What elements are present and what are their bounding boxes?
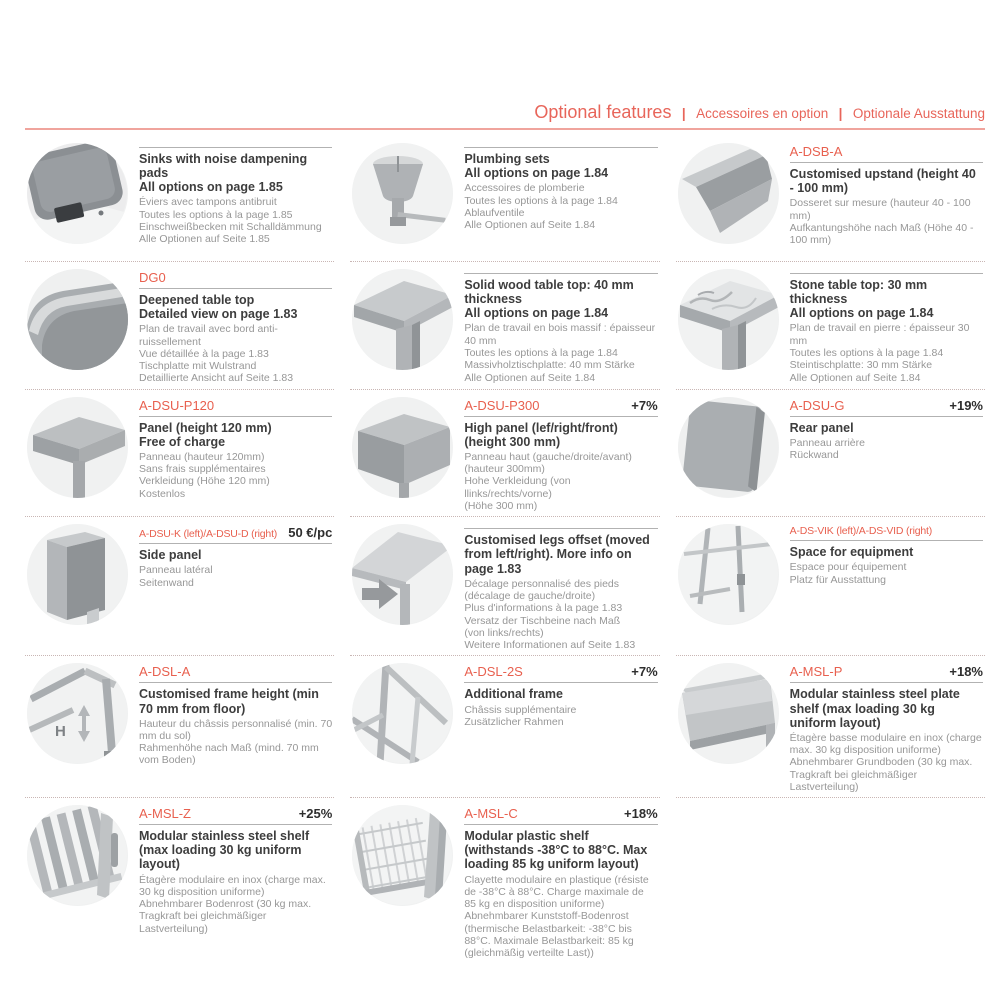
description-line: Tischplatte mit Wulstrand bbox=[139, 360, 257, 373]
plate-shelf-image bbox=[678, 663, 779, 764]
description-line: Clayette modulaire en plastique (résiste de -38°C à 88°C. Charge maximale de 85 kg en disposition uniforme) bbox=[464, 873, 649, 911]
code-row bbox=[790, 398, 983, 413]
item-title: Space for equipment bbox=[789, 545, 914, 560]
product-code: A-DSU-P120 bbox=[139, 397, 215, 413]
item-description bbox=[790, 561, 983, 586]
description-line: Toutes les options à la page 1.85 bbox=[139, 208, 293, 221]
feature-text bbox=[464, 143, 657, 231]
feature-item bbox=[25, 262, 334, 390]
divider-line bbox=[139, 147, 332, 148]
description-line: Einschweißbecken mit Schalldämmung bbox=[139, 220, 322, 233]
stone-top-image bbox=[678, 269, 779, 370]
header-title-en: Optional features bbox=[534, 102, 672, 122]
feature-item bbox=[350, 262, 659, 390]
feature-item bbox=[676, 390, 985, 518]
product-code: DG0 bbox=[139, 270, 166, 285]
price-badge: +18% bbox=[624, 806, 658, 822]
feature-text bbox=[790, 143, 983, 246]
price-badge: +7% bbox=[631, 397, 658, 413]
product-code: A-DSU-K (left)/A-DSU-D (right) bbox=[139, 528, 278, 541]
feature-text bbox=[790, 663, 983, 793]
description-line: Plan de travail avec bord anti-ruissellement bbox=[139, 323, 278, 348]
description-line: Toutes les options à la page 1.84 bbox=[464, 194, 618, 207]
price-badge: 50 €/pc bbox=[288, 525, 333, 541]
description-line: Versatz der Tischbeine nach Maß bbox=[464, 614, 621, 627]
item-description bbox=[790, 732, 983, 793]
item-description bbox=[464, 322, 657, 383]
item-title: Modular stainless steel plate shelf (max loading 30 kg uniform layout) bbox=[789, 687, 960, 730]
feature-item bbox=[350, 656, 659, 798]
item-description bbox=[139, 451, 332, 500]
description-line: Rückwand bbox=[789, 449, 839, 462]
description-line: (von links/rechts) bbox=[464, 626, 544, 639]
item-title: Customised upstand (height 40 - 100 mm) bbox=[789, 167, 976, 196]
code-row bbox=[464, 806, 657, 821]
description-line: Alle Optionen auf Seite 1.85 bbox=[139, 233, 270, 246]
item-description bbox=[139, 718, 332, 767]
product-code: A-MSL-Z bbox=[139, 806, 191, 822]
item-description bbox=[464, 578, 657, 652]
feature-item bbox=[25, 798, 334, 963]
description-line: Platz für Ausstattung bbox=[789, 573, 886, 586]
code-row bbox=[139, 806, 332, 821]
description-line: Étagère modulaire en inox (charge max. 30 kg disposition uniforme) bbox=[139, 873, 326, 898]
item-title: Customised legs offset (moved from left/right). More info on page 1.83 bbox=[464, 533, 650, 576]
feature-text bbox=[790, 524, 983, 586]
product-code: A-DSU-P300 bbox=[464, 397, 540, 413]
feature-item bbox=[350, 798, 659, 963]
feature-text bbox=[464, 663, 657, 728]
divider-line bbox=[790, 273, 983, 274]
legs-offset-image bbox=[352, 524, 453, 625]
description-line: (décalage de gauche/droite) bbox=[464, 589, 596, 602]
divider-line bbox=[464, 824, 657, 825]
feature-item bbox=[676, 656, 985, 798]
description-line: Alle Optionen auf Seite 1.84 bbox=[464, 219, 596, 232]
code-row bbox=[139, 270, 332, 285]
price-badge: +19% bbox=[949, 397, 983, 413]
description-line: Hauteur du châssis personnalisé (min. 70 mm du sol) bbox=[139, 717, 333, 742]
divider-line bbox=[790, 416, 983, 417]
item-title: Modular plastic shelf (withstands -38°C to 88°C. Max loading 85 kg uniform layout) bbox=[464, 829, 648, 872]
description-line: Panneau (hauteur 120mm) bbox=[139, 450, 265, 463]
code-row bbox=[790, 525, 983, 537]
feature-item bbox=[25, 517, 334, 656]
plumbing-image bbox=[352, 143, 453, 244]
feature-text bbox=[464, 269, 657, 384]
item-description bbox=[464, 451, 657, 512]
header-title-fr: Accessoires en option bbox=[696, 106, 829, 121]
feature-item bbox=[350, 517, 659, 656]
feature-text bbox=[139, 805, 332, 935]
feature-text bbox=[139, 143, 332, 246]
product-code: A-DS-VIK (left)/A-DS-VID (right) bbox=[789, 525, 933, 538]
description-line: (hauteur 300mm) bbox=[464, 463, 545, 476]
wood-top-image bbox=[352, 269, 453, 370]
feature-text bbox=[139, 524, 332, 589]
product-code: A-DSL-2S bbox=[464, 664, 523, 680]
item-title: Modular stainless steel shelf (max loading 30 kg uniform layout) bbox=[139, 829, 310, 872]
price-badge: +18% bbox=[949, 664, 983, 680]
item-description bbox=[790, 322, 983, 383]
feature-text bbox=[139, 663, 332, 766]
sink-image bbox=[27, 143, 128, 244]
item-title: Sinks with noise dampening pads bbox=[139, 152, 308, 181]
product-code: A-MSL-C bbox=[464, 806, 518, 822]
item-subtitle: All options on page 1.85 bbox=[139, 180, 283, 195]
description-line: Weitere Informationen auf Seite 1.83 bbox=[464, 639, 636, 652]
description-line: Sans frais supplémentaires bbox=[139, 463, 266, 476]
code-row bbox=[790, 144, 983, 159]
item-description bbox=[139, 564, 332, 589]
description-line: Plan de travail en bois massif : épaisseur 40 mm bbox=[464, 322, 656, 347]
description-line: Aufkantungshöhe nach Maß (Höhe 40 - 100 mm) bbox=[789, 221, 974, 247]
description-line: Steintischplatte: 30 mm Stärke bbox=[789, 359, 933, 372]
description-line: Toutes les options à la page 1.84 bbox=[789, 346, 944, 359]
item-title: Stone table top: 30 mm thickness bbox=[789, 278, 928, 307]
description-line: Massivholztischplatte: 40 mm Stärke bbox=[464, 359, 635, 372]
divider-line bbox=[139, 824, 332, 825]
code-row bbox=[464, 398, 657, 413]
plastic-shelf-image bbox=[352, 805, 453, 906]
item-subtitle: All options on page 1.84 bbox=[789, 306, 934, 321]
divider-line bbox=[464, 147, 657, 148]
item-title: High panel (lef/right/front) (height 300 mm) bbox=[464, 420, 618, 449]
feature-item bbox=[676, 262, 985, 390]
item-description bbox=[790, 437, 983, 462]
description-line: Accessoires de plomberie bbox=[464, 182, 585, 195]
header-title-de: Optionale Ausstattung bbox=[852, 106, 985, 121]
price-badge: +7% bbox=[631, 664, 658, 680]
high-panel-image bbox=[352, 397, 453, 498]
description-line: Detaillierte Ansicht auf Seite 1.83 bbox=[139, 372, 294, 385]
description-line: Éviers avec tampons antibruit bbox=[139, 196, 277, 209]
code-row bbox=[790, 664, 983, 679]
item-subtitle: Free of charge bbox=[139, 434, 226, 449]
description-line: Alle Optionen auf Seite 1.84 bbox=[464, 371, 596, 384]
feature-text bbox=[464, 524, 657, 651]
divider-line bbox=[790, 162, 983, 163]
description-line: Plan de travail en pierre : épaisseur 30 mm bbox=[789, 322, 970, 347]
description-line: Dosseret sur mesure (hauteur 40 - 100 mm) bbox=[789, 197, 971, 222]
item-description bbox=[464, 704, 657, 729]
divider-line bbox=[464, 273, 657, 274]
slat-shelf-image bbox=[27, 805, 128, 906]
description-line: Panneau haut (gauche/droite/avant) bbox=[464, 450, 632, 463]
additional-frame-image bbox=[352, 663, 453, 764]
rear-panel-image bbox=[678, 397, 779, 498]
code-row bbox=[139, 398, 332, 413]
price-badge: +25% bbox=[298, 806, 333, 822]
page-header bbox=[25, 102, 985, 123]
description-line: Alle Optionen auf Seite 1.84 bbox=[789, 371, 921, 384]
item-subtitle: All options on page 1.84 bbox=[464, 306, 609, 321]
item-title: Rear panel bbox=[789, 420, 854, 435]
feature-text bbox=[790, 397, 983, 462]
product-code: A-MSL-P bbox=[789, 664, 843, 680]
description-line: Châssis supplémentaire bbox=[464, 703, 577, 716]
divider-line bbox=[139, 543, 332, 544]
product-code: A-DSB-A bbox=[789, 144, 843, 159]
item-description bbox=[790, 197, 983, 246]
frame-height-image bbox=[27, 663, 128, 764]
item-title: Customised frame height (min 70 mm from floor) bbox=[139, 687, 319, 716]
description-line: Panneau arrière bbox=[789, 436, 865, 449]
item-description bbox=[139, 196, 332, 245]
deepened-top-image bbox=[27, 269, 128, 370]
item-description bbox=[464, 874, 657, 960]
code-row bbox=[464, 664, 657, 679]
description-line: Zusätzlicher Rahmen bbox=[464, 715, 564, 728]
feature-item bbox=[676, 517, 985, 656]
description-line: Ablaufventile bbox=[464, 206, 525, 219]
header-separator: | bbox=[681, 106, 686, 121]
description-line: (Höhe 300 mm) bbox=[464, 500, 538, 513]
description-line: Panneau latéral bbox=[139, 564, 213, 577]
code-row bbox=[139, 525, 332, 540]
description-line: Hohe Verkleidung (von llinks/rechts/vorne) bbox=[464, 475, 571, 500]
item-title: Plumbing sets bbox=[464, 152, 550, 166]
divider-line bbox=[464, 682, 657, 683]
description-line: Kostenlos bbox=[139, 487, 186, 500]
features-grid bbox=[25, 136, 985, 964]
code-row bbox=[139, 664, 332, 679]
feature-item bbox=[350, 390, 659, 518]
divider-line bbox=[790, 540, 983, 541]
description-line: Verkleidung (Höhe 120 mm) bbox=[139, 475, 270, 488]
equipment-space-image bbox=[678, 524, 779, 625]
description-line: Toutes les options à la page 1.84 bbox=[464, 346, 618, 359]
side-panel-image bbox=[27, 524, 128, 625]
svg-text:H: H bbox=[55, 723, 66, 741]
item-description bbox=[464, 182, 657, 231]
description-line: Rahmenhöhe nach Maß (mind. 70 mm vom Boden) bbox=[139, 742, 319, 767]
item-title: Panel (height 120 mm) bbox=[139, 420, 272, 435]
feature-text bbox=[139, 269, 332, 385]
description-line: Seitenwand bbox=[139, 576, 194, 589]
description-line: Étagère basse modulaire en inox (charge max. 30 kg disposition uniforme) bbox=[789, 731, 982, 757]
description-line: Plus d'informations à la page 1.83 bbox=[464, 602, 623, 615]
item-description bbox=[139, 323, 332, 384]
feature-text bbox=[464, 397, 657, 513]
divider-line bbox=[464, 528, 657, 529]
divider-line bbox=[790, 682, 983, 683]
item-subtitle: All options on page 1.84 bbox=[464, 166, 609, 181]
feature-item bbox=[350, 136, 659, 262]
header-separator: | bbox=[838, 106, 843, 121]
item-title: Additional frame bbox=[464, 687, 563, 702]
item-title: Solid wood table top: 40 mm thickness bbox=[464, 278, 634, 307]
panel-image bbox=[27, 397, 128, 498]
divider-line bbox=[139, 682, 332, 683]
description-line: Abnehmbarer Grundboden (30 kg max. Tragkraft bei gleichmäßiger Lastverteilung) bbox=[789, 756, 973, 793]
description-line: Abnehmbarer Bodenrost (30 kg max. Tragkraft bei gleichmäßiger Lastverteilung) bbox=[139, 898, 312, 935]
feature-text bbox=[139, 397, 332, 500]
item-title: Side panel bbox=[139, 548, 202, 563]
divider-line bbox=[139, 288, 332, 289]
description-line: Abnehmbarer Kunststoff-Bodenrost (thermische Belastbarkeit: -38°C bis 88°C. Maximale Belastbarkeit: 85 kg (gleichmäßig verteilte Last)) bbox=[464, 910, 634, 960]
divider-line bbox=[464, 416, 657, 417]
upstand-image bbox=[678, 143, 779, 244]
product-code: A-DSU-G bbox=[789, 397, 845, 413]
description-line: Décalage personnalisé des pieds bbox=[464, 577, 620, 590]
feature-item bbox=[25, 656, 334, 798]
feature-text bbox=[464, 805, 657, 959]
product-code: A-DSL-A bbox=[139, 664, 191, 680]
feature-item bbox=[25, 390, 334, 518]
feature-item bbox=[676, 136, 985, 262]
item-description bbox=[139, 874, 332, 935]
divider-line bbox=[139, 416, 332, 417]
feature-item bbox=[25, 136, 334, 262]
item-subtitle: Detailed view on page 1.83 bbox=[139, 307, 298, 322]
description-line: Espace pour équipement bbox=[789, 561, 907, 574]
feature-text bbox=[790, 269, 983, 384]
description-line: Vue détaillée à la page 1.83 bbox=[139, 347, 269, 360]
header-underline bbox=[25, 128, 985, 130]
item-title: Deepened table top bbox=[139, 293, 255, 307]
